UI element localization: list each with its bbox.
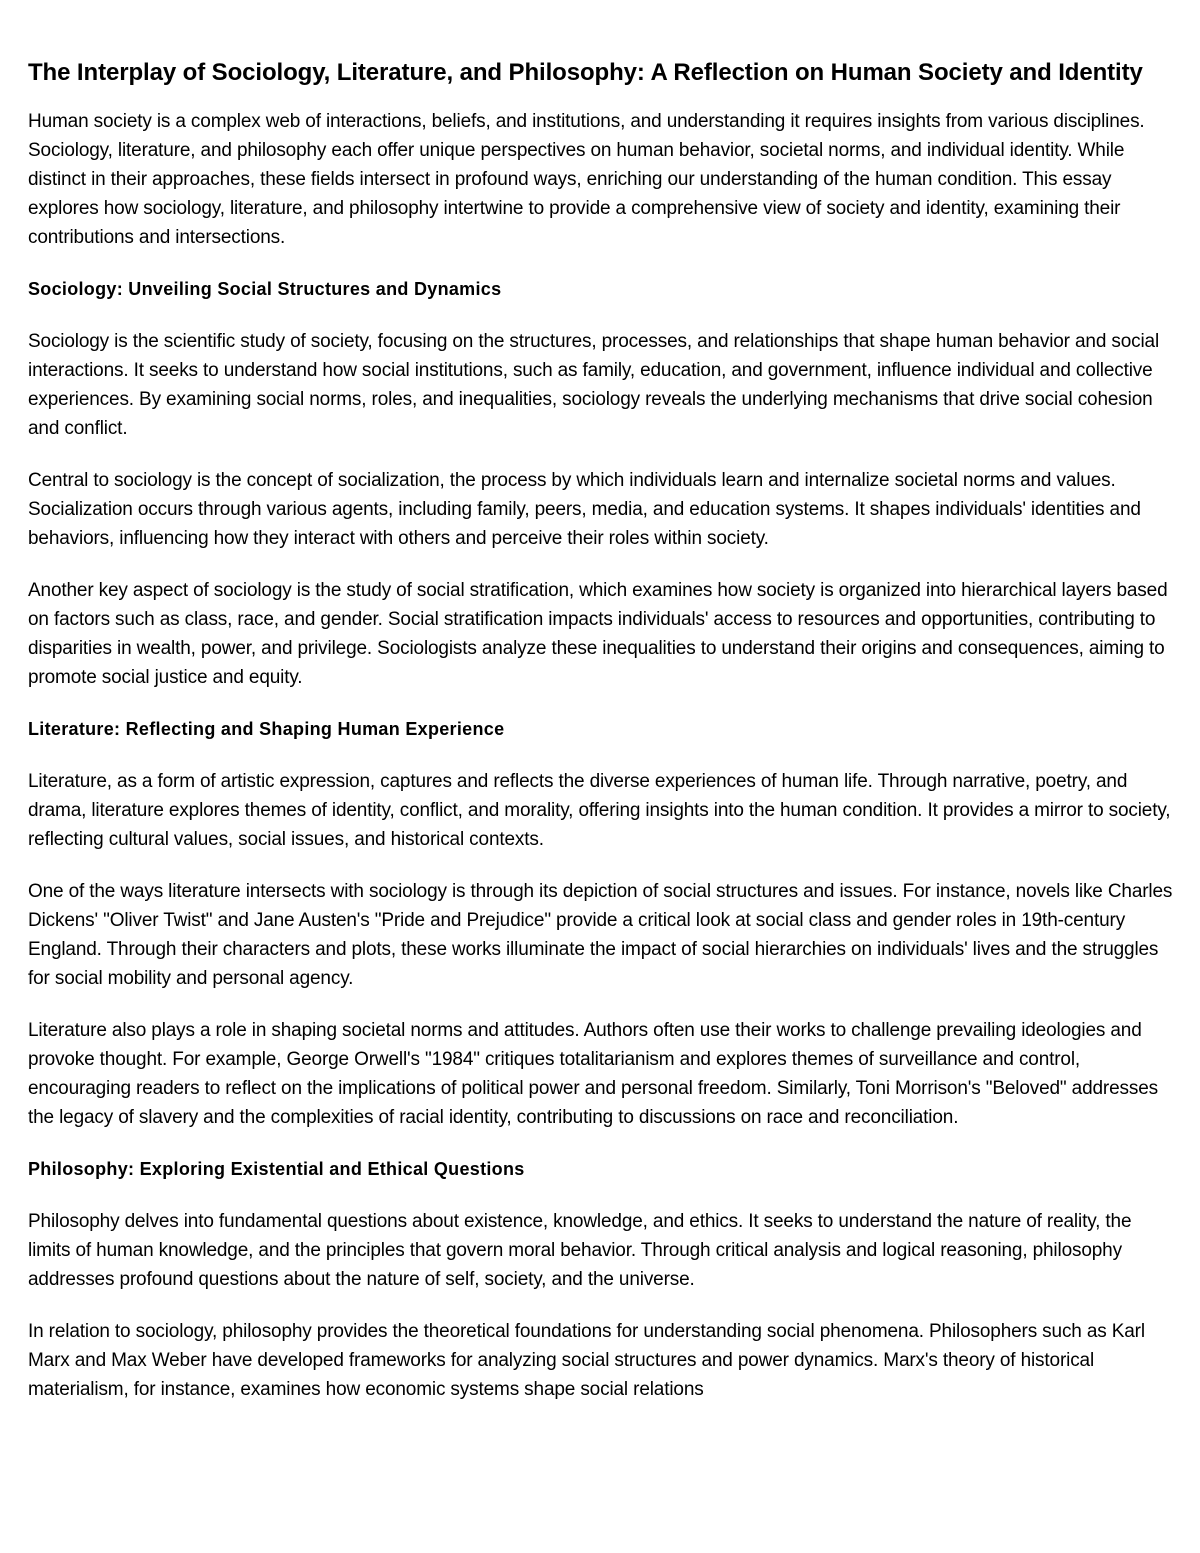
literature-paragraph-3: Literature also plays a role in shaping societal norms and attitudes. Authors often use their works to challenge prevailing ideologies and provoke thought. For example, George Orwell's "1984" critiques totalitarianism and explores themes of surveillance and control, encouraging readers to reflect on the implications of political power and personal freedom. Similarly, Toni Morrison's "Beloved" addresses the legacy of slavery and the complexities of racial identity, contributing to discussions on race and reconciliation.: [28, 1020, 1158, 1128]
philosophy-paragraph-1: Philosophy delves into fundamental questions about existence, knowledge, and ethics. It seeks to understand the nature of reality, the limits of human knowledge, and the principles that govern moral behavior. Through critical analysis and logical reasoning, philosophy addresses profound questions about the nature of self, society, and the universe.: [28, 1211, 1132, 1290]
section-heading-philosophy: Philosophy: Exploring Existential and Ethical Questions: [28, 1159, 525, 1179]
literature-paragraph-1: Literature, as a form of artistic expression, captures and reflects the diverse experiences of human life. Through narrative, poetry, and drama, literature explores themes of identity, conflict, and morality, offering insights into the human condition. It provides a mirror to society, reflecting cultural values, social issues, and historical contexts.: [28, 771, 1171, 850]
intro-paragraph: Human society is a complex web of interactions, beliefs, and institutions, and understanding it requires insights from various disciplines. Sociology, literature, and philosophy each offer unique perspectives on human behavior, societal norms, and individual identity. While distinct in their approaches, these fields intersect in profound ways, enriching our understanding of the human condition. This essay explores how sociology, literature, and philosophy intertwine to provide a comprehensive view of society and identity, examining their contributions and intersections.: [28, 111, 1145, 248]
sociology-paragraph-2: Central to sociology is the concept of socialization, the process by which individuals learn and internalize societal norms and values. Socialization occurs through various agents, including family, peers, media, and education systems. It shapes individuals' identities and behaviors, influencing how they interact with others and perceive their roles within society.: [28, 470, 1141, 549]
section-heading-literature: Literature: Reflecting and Shaping Human Experience: [28, 719, 505, 739]
section-heading-sociology: Sociology: Unveiling Social Structures and Dynamics: [28, 279, 502, 299]
philosophy-paragraph-2: In relation to sociology, philosophy provides the theoretical foundations for understanding social phenomena. Philosophers such as Karl Marx and Max Weber have developed frameworks for analyzing social structures and power dynamics. Marx's theory of historical materialism, for instance, examines how economic systems shape social relations: [28, 1321, 1145, 1400]
document-page: [28, 56, 1174, 1427]
sociology-paragraph-3: Another key aspect of sociology is the study of social stratification, which examines how society is organized into hierarchical layers based on factors such as class, race, and gender. Social stratification impacts individuals' access to resources and opportunities, contributing to disparities in wealth, power, and privilege. Sociologists analyze these inequalities to understand their origins and consequences, aiming to promote social justice and equity.: [28, 580, 1168, 688]
literature-paragraph-2: One of the ways literature intersects with sociology is through its depiction of social structures and issues. For instance, novels like Charles Dickens' "Oliver Twist" and Jane Austen's "Pride and Prejudice" provide a critical look at social class and gender roles in 19th-century England. Through their characters and plots, these works illuminate the impact of social hierarchies on individuals' lives and the struggles for social mobility and personal agency.: [28, 881, 1173, 989]
document-title: The Interplay of Sociology, Literature, and Philosophy: A Reflection on Human Society and Identity: [28, 59, 1143, 86]
sociology-paragraph-1: Sociology is the scientific study of society, focusing on the structures, processes, and relationships that shape human behavior and social interactions. It seeks to understand how social institutions, such as family, education, and government, influence individual and collective experiences. By examining social norms, roles, and inequalities, sociology reveals the underlying mechanisms that drive social cohesion and conflict.: [28, 331, 1160, 439]
